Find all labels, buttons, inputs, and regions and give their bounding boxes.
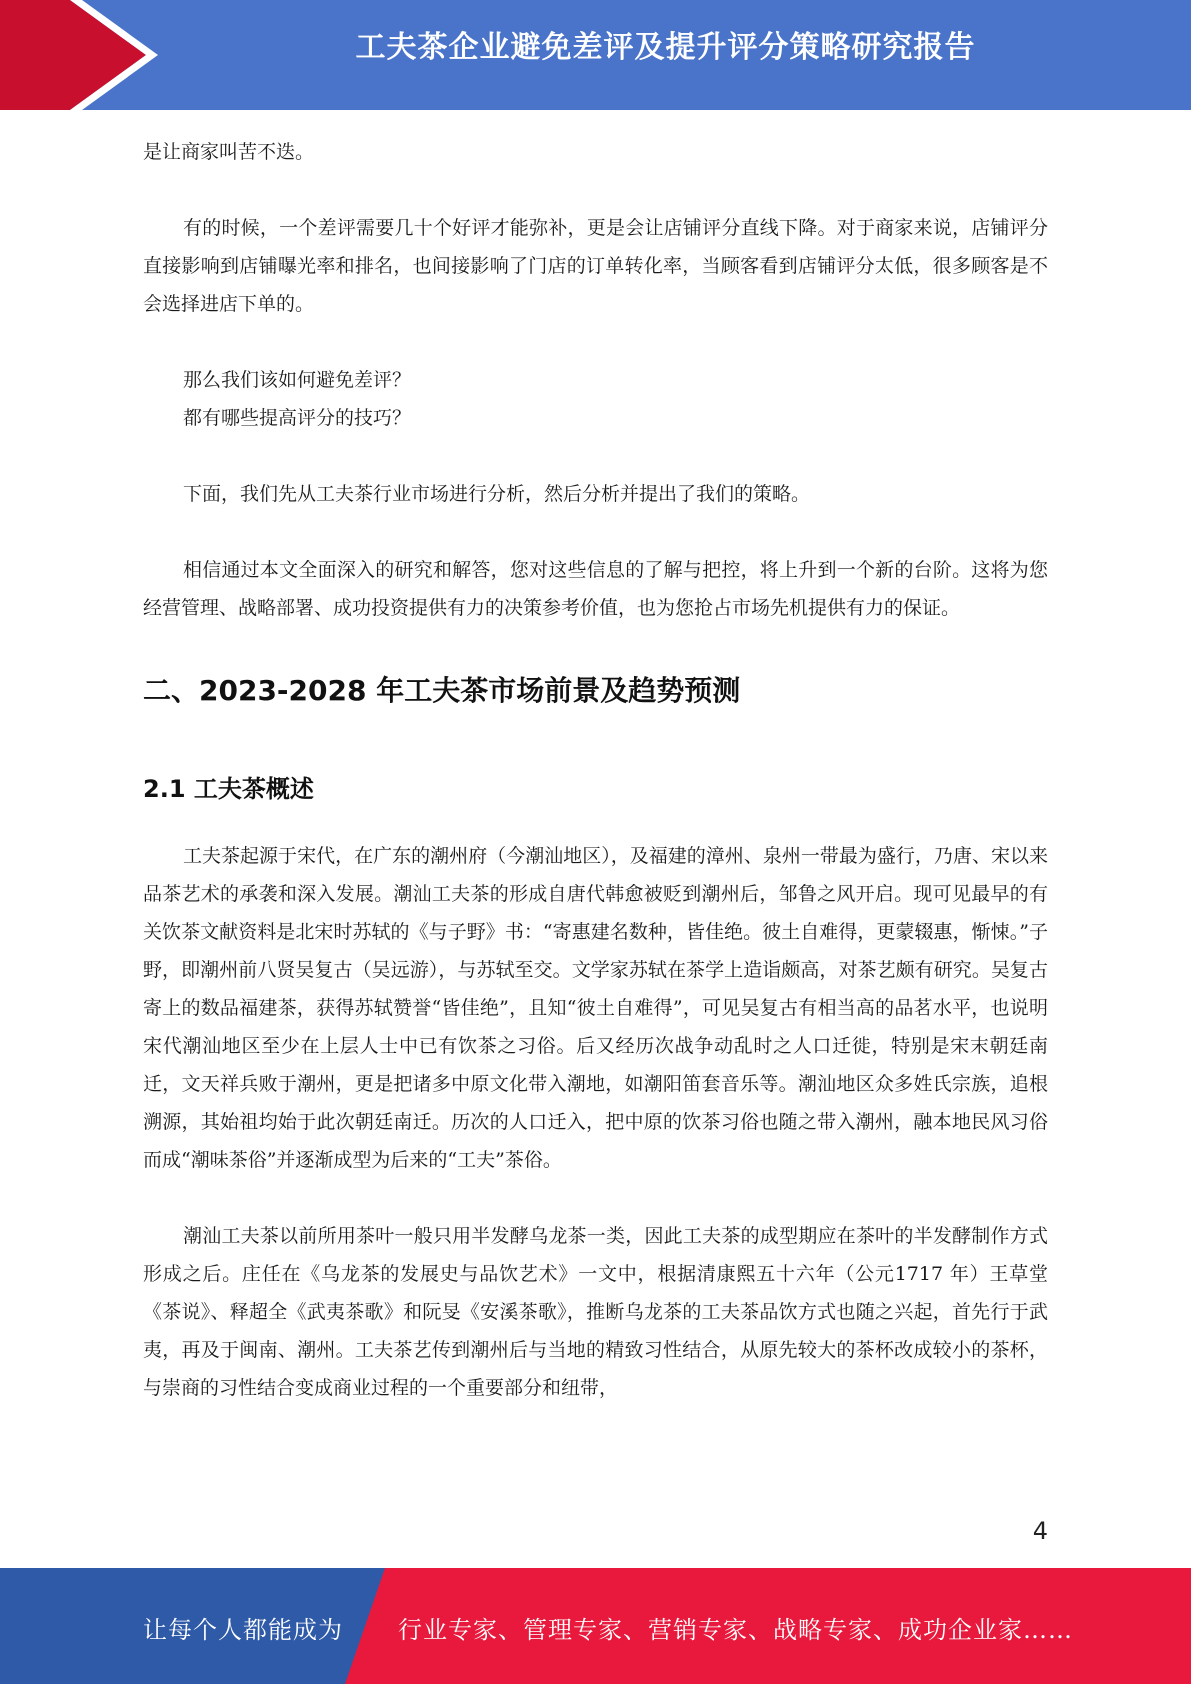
report-title: 工夫茶企业避免差评及提升评分策略研究报告 bbox=[355, 30, 976, 65]
question-line: 那么我们该如何避免差评？ bbox=[183, 369, 412, 391]
section-heading: 二、2023-2028 年工夫茶市场前景及趋势预测 bbox=[143, 674, 741, 707]
subsection-heading: 2.1 工夫茶概述 bbox=[143, 775, 314, 803]
page-header bbox=[0, 0, 1191, 110]
paragraph: 潮汕工夫茶以前所用茶叶一般只用半发酵乌龙茶一类，因此工夫茶的成型期应在茶叶的半发酵制作方式形成之后。庄任在《乌龙茶的发展史与品饮艺术》一文中，根据清康熙五十六年（公元1717 年）王草堂《茶说》、释超全《武夷茶歌》和阮旻《安溪茶歌》，推断乌龙茶的工夫茶品饮方式也随之兴起，首先行于武夷，再及于闽南、潮州。工夫茶艺传到潮州后与当地的精致习性结合，从原先较大的茶杯改成较小的茶杯，与崇商的习性结合变成商业过程的一个重要部分和纽带， bbox=[143, 1225, 1048, 1399]
paragraph: 有的时候，一个差评需要几十个好评才能弥补，更是会让店铺评分直线下降。对于商家来说，店铺评分直接影响到店铺曝光率和排名，也间接影响了门店的订单转化率，当顾客看到店铺评分太低，很多顾客是不会选择进店下单的。 bbox=[143, 217, 1048, 315]
paragraph: 相信通过本文全面深入的研究和解答，您对这些信息的了解与把控，将上升到一个新的台阶。这将为您经营管理、战略部署、成功投资提供有力的决策参考价值，也为您抢占市场先机提供有力的保证。 bbox=[143, 559, 1048, 619]
footer-slogan-right: 行业专家、管理专家、营销专家、战略专家、成功企业家…… bbox=[398, 1616, 1073, 1644]
footer-slogan-left: 让每个人都能成为 bbox=[143, 1616, 343, 1644]
page-content bbox=[143, 133, 1048, 1407]
question-line: 都有哪些提高评分的技巧？ bbox=[183, 407, 412, 429]
paragraph: 是让商家叫苦不迭。 bbox=[143, 141, 315, 163]
paragraph: 工夫茶起源于宋代，在广东的潮州府（今潮汕地区），及福建的漳州、泉州一带最为盛行，乃唐、宋以来品茶艺术的承袭和深入发展。潮汕工夫茶的形成自唐代韩愈被贬到潮州后，邹鲁之风开启。现可见最早的有关饮茶文献资料是北宋时苏轼的《与子野》书：“寄惠建名数种，皆佳绝。彼土自难得，更蒙辍惠，惭悚。”子野，即潮州前八贤吴复古（吴远游），与苏轼至交。文学家苏轼在茶学上造诣颇高，对茶艺颇有研究。吴复古寄上的数品福建茶，获得苏轼赞誉“皆佳绝”，且知“彼土自难得”，可见吴复古有相当高的品茗水平，也说明宋代潮汕地区至少在上层人士中已有饮茶之习俗。后又经历次战争动乱时之人口迁徙，特别是宋末朝廷南迁，文天祥兵败于潮州，更是把诸多中原文化带入潮地，如潮阳笛套音乐等。潮汕地区众多姓氏宗族，追根溯源，其始祖均始于此次朝廷南迁。历次的人口迁入，把中原的饮茶习俗也随之带入潮州，融本地民风习俗而成“潮味茶俗”并逐渐成型为后来的“工夫”茶俗。 bbox=[143, 845, 1048, 1171]
page-footer bbox=[0, 1568, 1191, 1684]
paragraph: 下面，我们先从工夫茶行业市场进行分析，然后分析并提出了我们的策略。 bbox=[183, 483, 811, 505]
page-number: 4 bbox=[1032, 1517, 1048, 1545]
